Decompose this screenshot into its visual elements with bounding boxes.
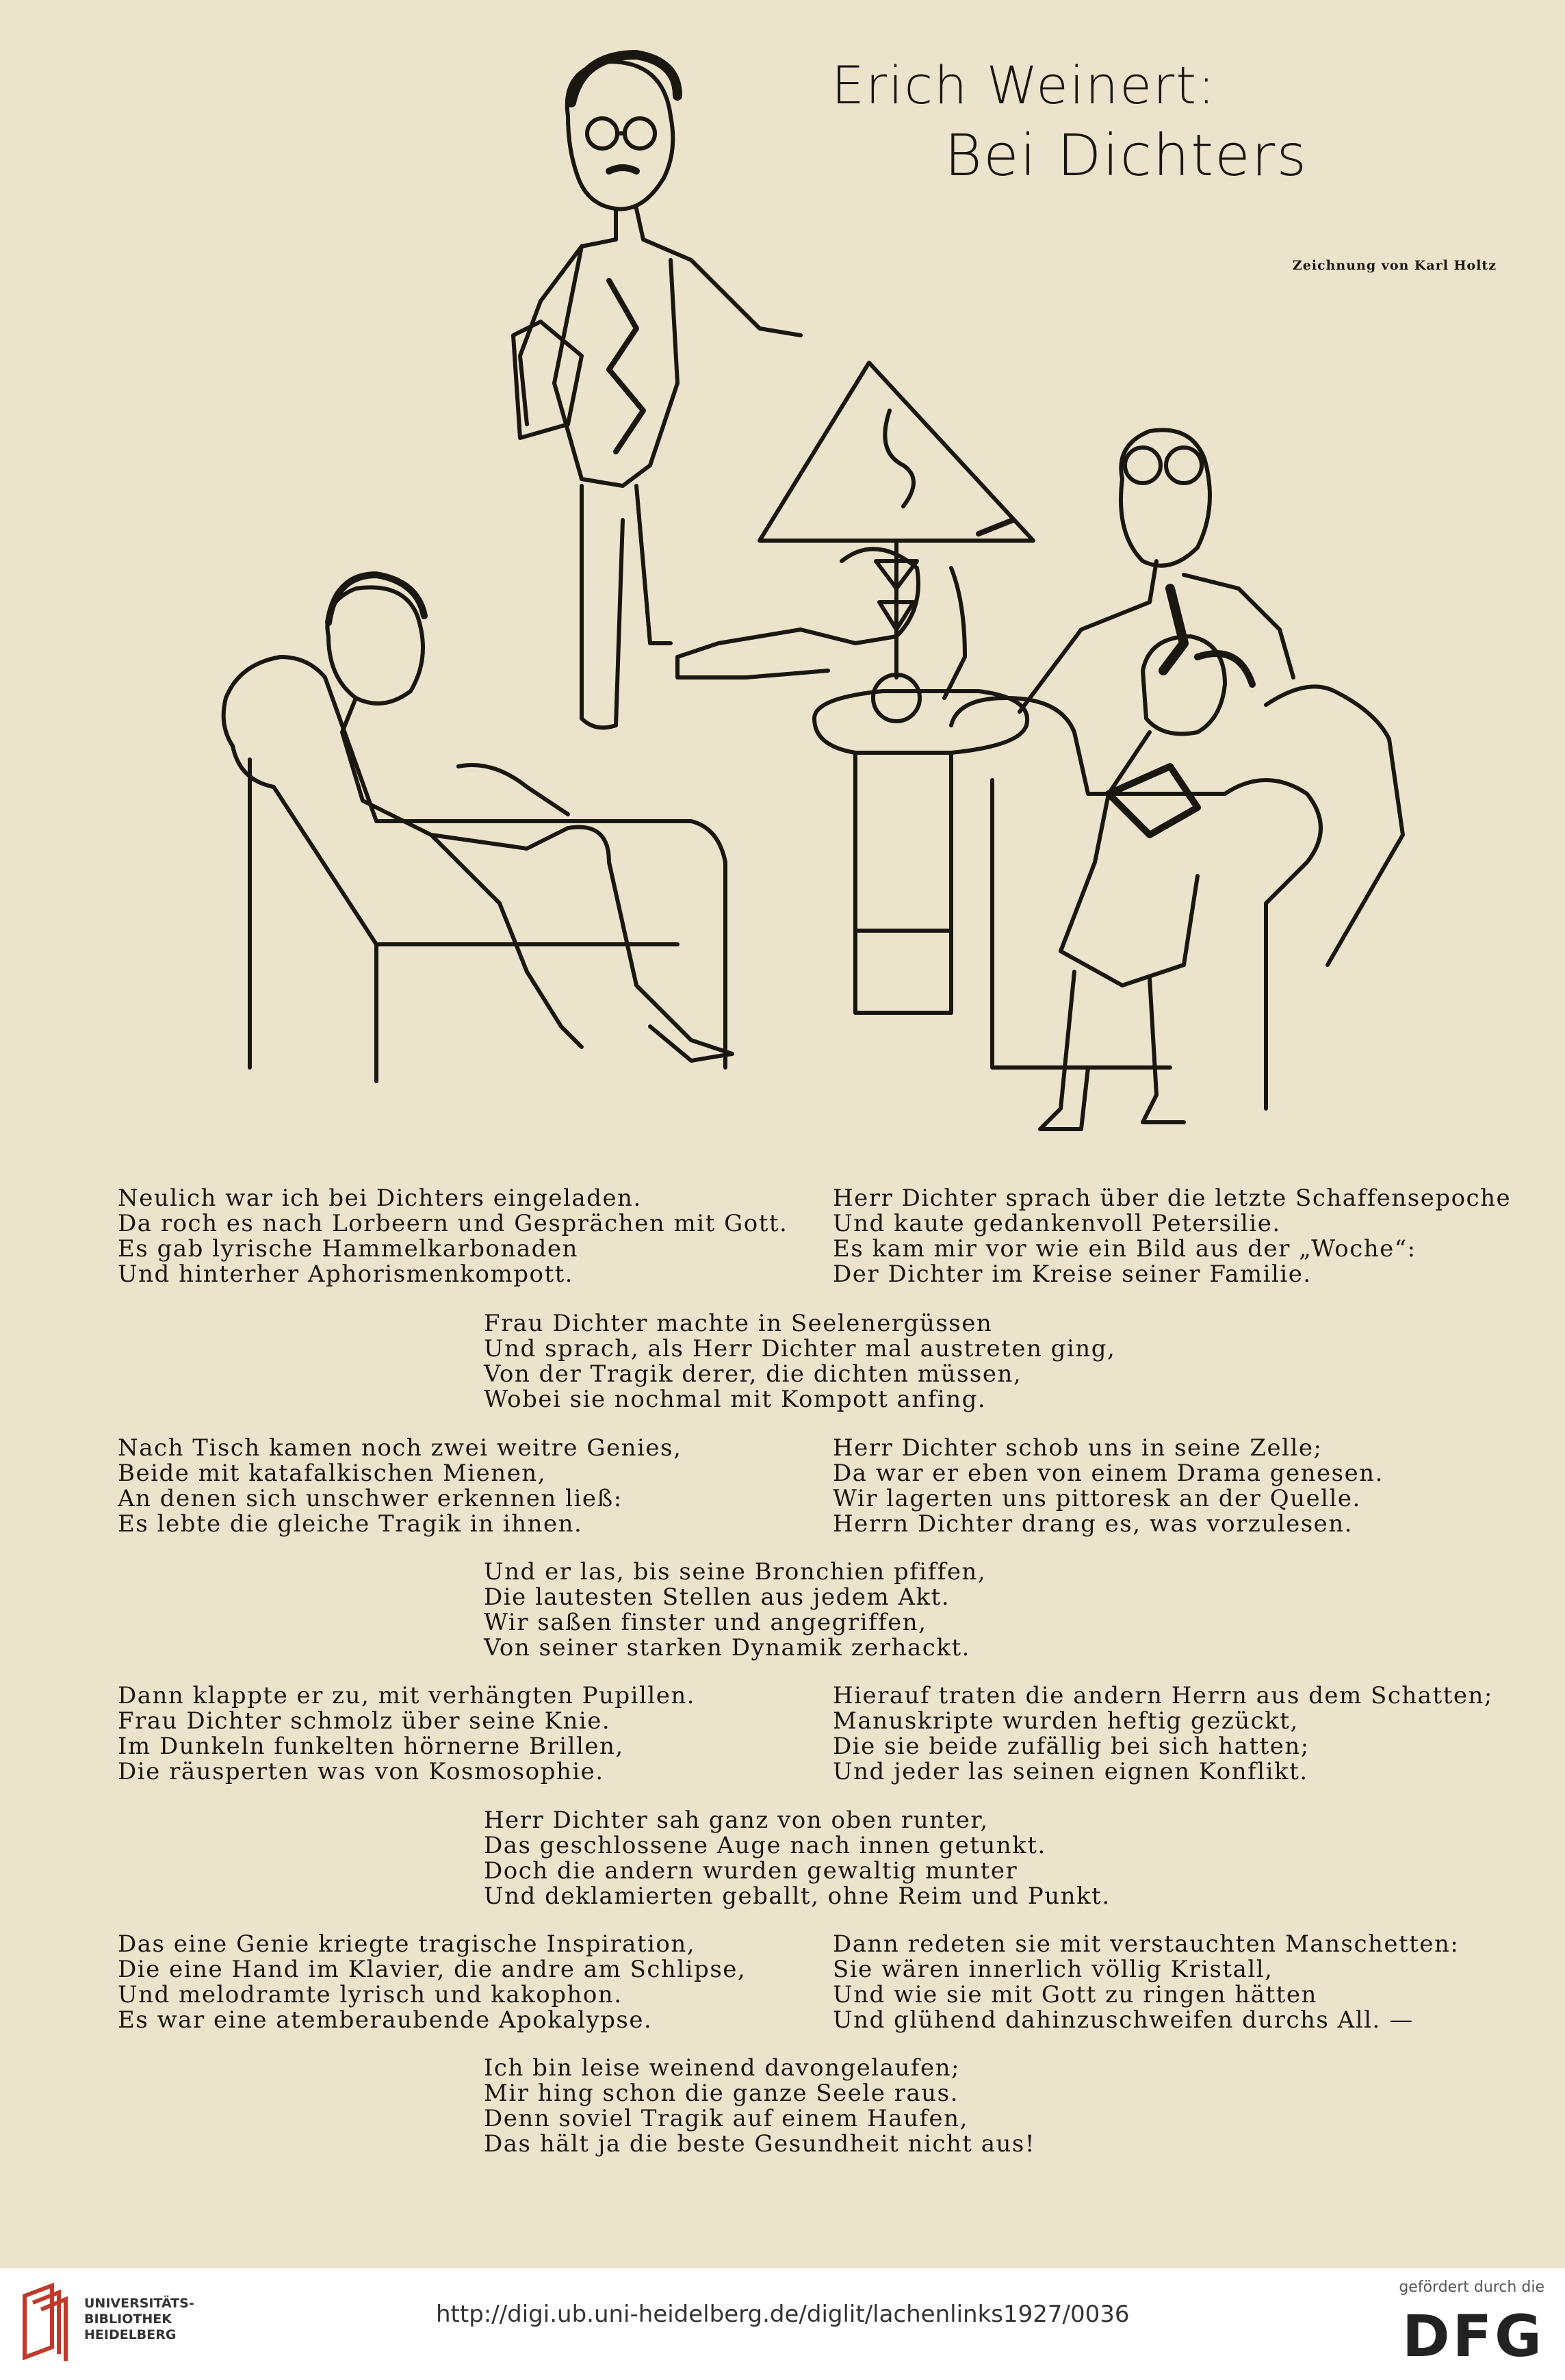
left-armchair	[224, 657, 725, 1068]
stanza-6: Und er las, bis seine Bronchien pfiffen, Die lautesten Stellen aus jedem Akt. Wir saßen finster und angegriffen, Von seiner starken Dynamik zerhackt.	[484, 1558, 987, 1661]
right-sofa	[951, 698, 1321, 1109]
stanza-4: Nach Tisch kamen noch zwei weitre Genies, Beide mit katafalkischen Mienen, An denen sich unschwer erkennen ließ: Es lebte die gleiche Tragik in ihnen.	[118, 1434, 682, 1538]
funded-by-label: gefördert durch die	[1399, 2279, 1544, 2296]
stanza-9: Herr Dichter sah ganz von oben runter, Das geschlossene Auge nach innen getunkt. Doch die andern wurden gewaltig munter Und deklamierten geballt, ohne Reim und Punkt.	[484, 1807, 1111, 1910]
stanza-3: Frau Dichter machte in Seelenergüssen Und sprach, als Herr Dichter mal austreten ging, Von der Tragik derer, die dichten müssen, Wobei sie nochmal mit Kompott anfing.	[484, 1310, 1116, 1413]
poem-author: Erich Weinert:	[831, 55, 1217, 116]
stanza-8: Hierauf traten die andern Herrn aus dem Schatten; Manuskripte wurden heftig gezückt, Die sie beide zufällig bei sich hatten; Und jeder las seinen eignen Konflikt.	[833, 1682, 1493, 1785]
library-logo-icon[interactable]	[18, 2282, 73, 2364]
illustration-drawing	[198, 41, 1430, 1163]
stanza-12: Ich bin leise weinend davongelaufen; Mir hing schon die ganze Seele raus. Denn soviel Tragik auf einem Haufen, Das hält ja die beste Gesundheit nicht aus!	[484, 2054, 1036, 2158]
bespectacled-guest-figure	[1020, 430, 1293, 712]
stanza-11: Dann redeten sie mit verstauchten Manschetten: Sie wären innerlich völlig Kristall, Und wie sie mit Gott zu ringen hätten Und glühend dahinzuschweifen durchs All. —	[833, 1930, 1460, 2034]
seated-old-woman-figure	[327, 575, 732, 1061]
illustration-credit: Zeichnung von Karl Holtz	[1292, 258, 1497, 273]
stanza-1: Neulich war ich bei Dichters eingeladen. Da roch es nach Lorbeern und Gesprächen mit Gott. Es gab lyrische Hammelkarbonaden Und hinterher Aphorismenkompott.	[118, 1185, 788, 1288]
stanza-7: Dann klappte er zu, mit verhängten Pupillen. Frau Dichter schmolz über seine Knie. Im Dunkeln funkelten hörnerne Brillen, Die räusperten was von Kosmosophie.	[118, 1682, 696, 1785]
stanza-10: Das eine Genie kriegte tragische Inspiration, Die eine Hand im Klavier, die andre am Schlipse, Und melodramte lyrisch und kakophon. Es war eine atemberaubende Apokalypse.	[118, 1930, 747, 2034]
source-url-link[interactable]: http://digi.ub.uni-heidelberg.de/diglit/lachenlinks1927/0036	[436, 2301, 1130, 2328]
library-name: UNIVERSITÄTS- BIBLIOTHEK HEIDELBERG	[84, 2296, 194, 2342]
stanza-2: Herr Dichter sprach über die letzte Schaffensepoche Und kaute gedankenvoll Petersilie. Es kam mir vor wie ein Bild aus der „Woche“: Der Dichter im Kreise seiner Familie.	[833, 1185, 1512, 1288]
stanza-5: Herr Dichter schob uns in seine Zelle; Da war er eben von einem Drama genesen. Wir lagerten uns pittoresk an der Quelle. Herrn Dichter drang es, was vorzulesen.	[833, 1434, 1384, 1538]
seated-woman-figure	[1040, 636, 1252, 1129]
standing-poet-figure	[513, 55, 801, 727]
dfg-logo[interactable]: DFG	[1401, 2303, 1544, 2370]
table-lamp	[760, 363, 1033, 721]
poem-title: Bei Dichters	[944, 122, 1308, 189]
